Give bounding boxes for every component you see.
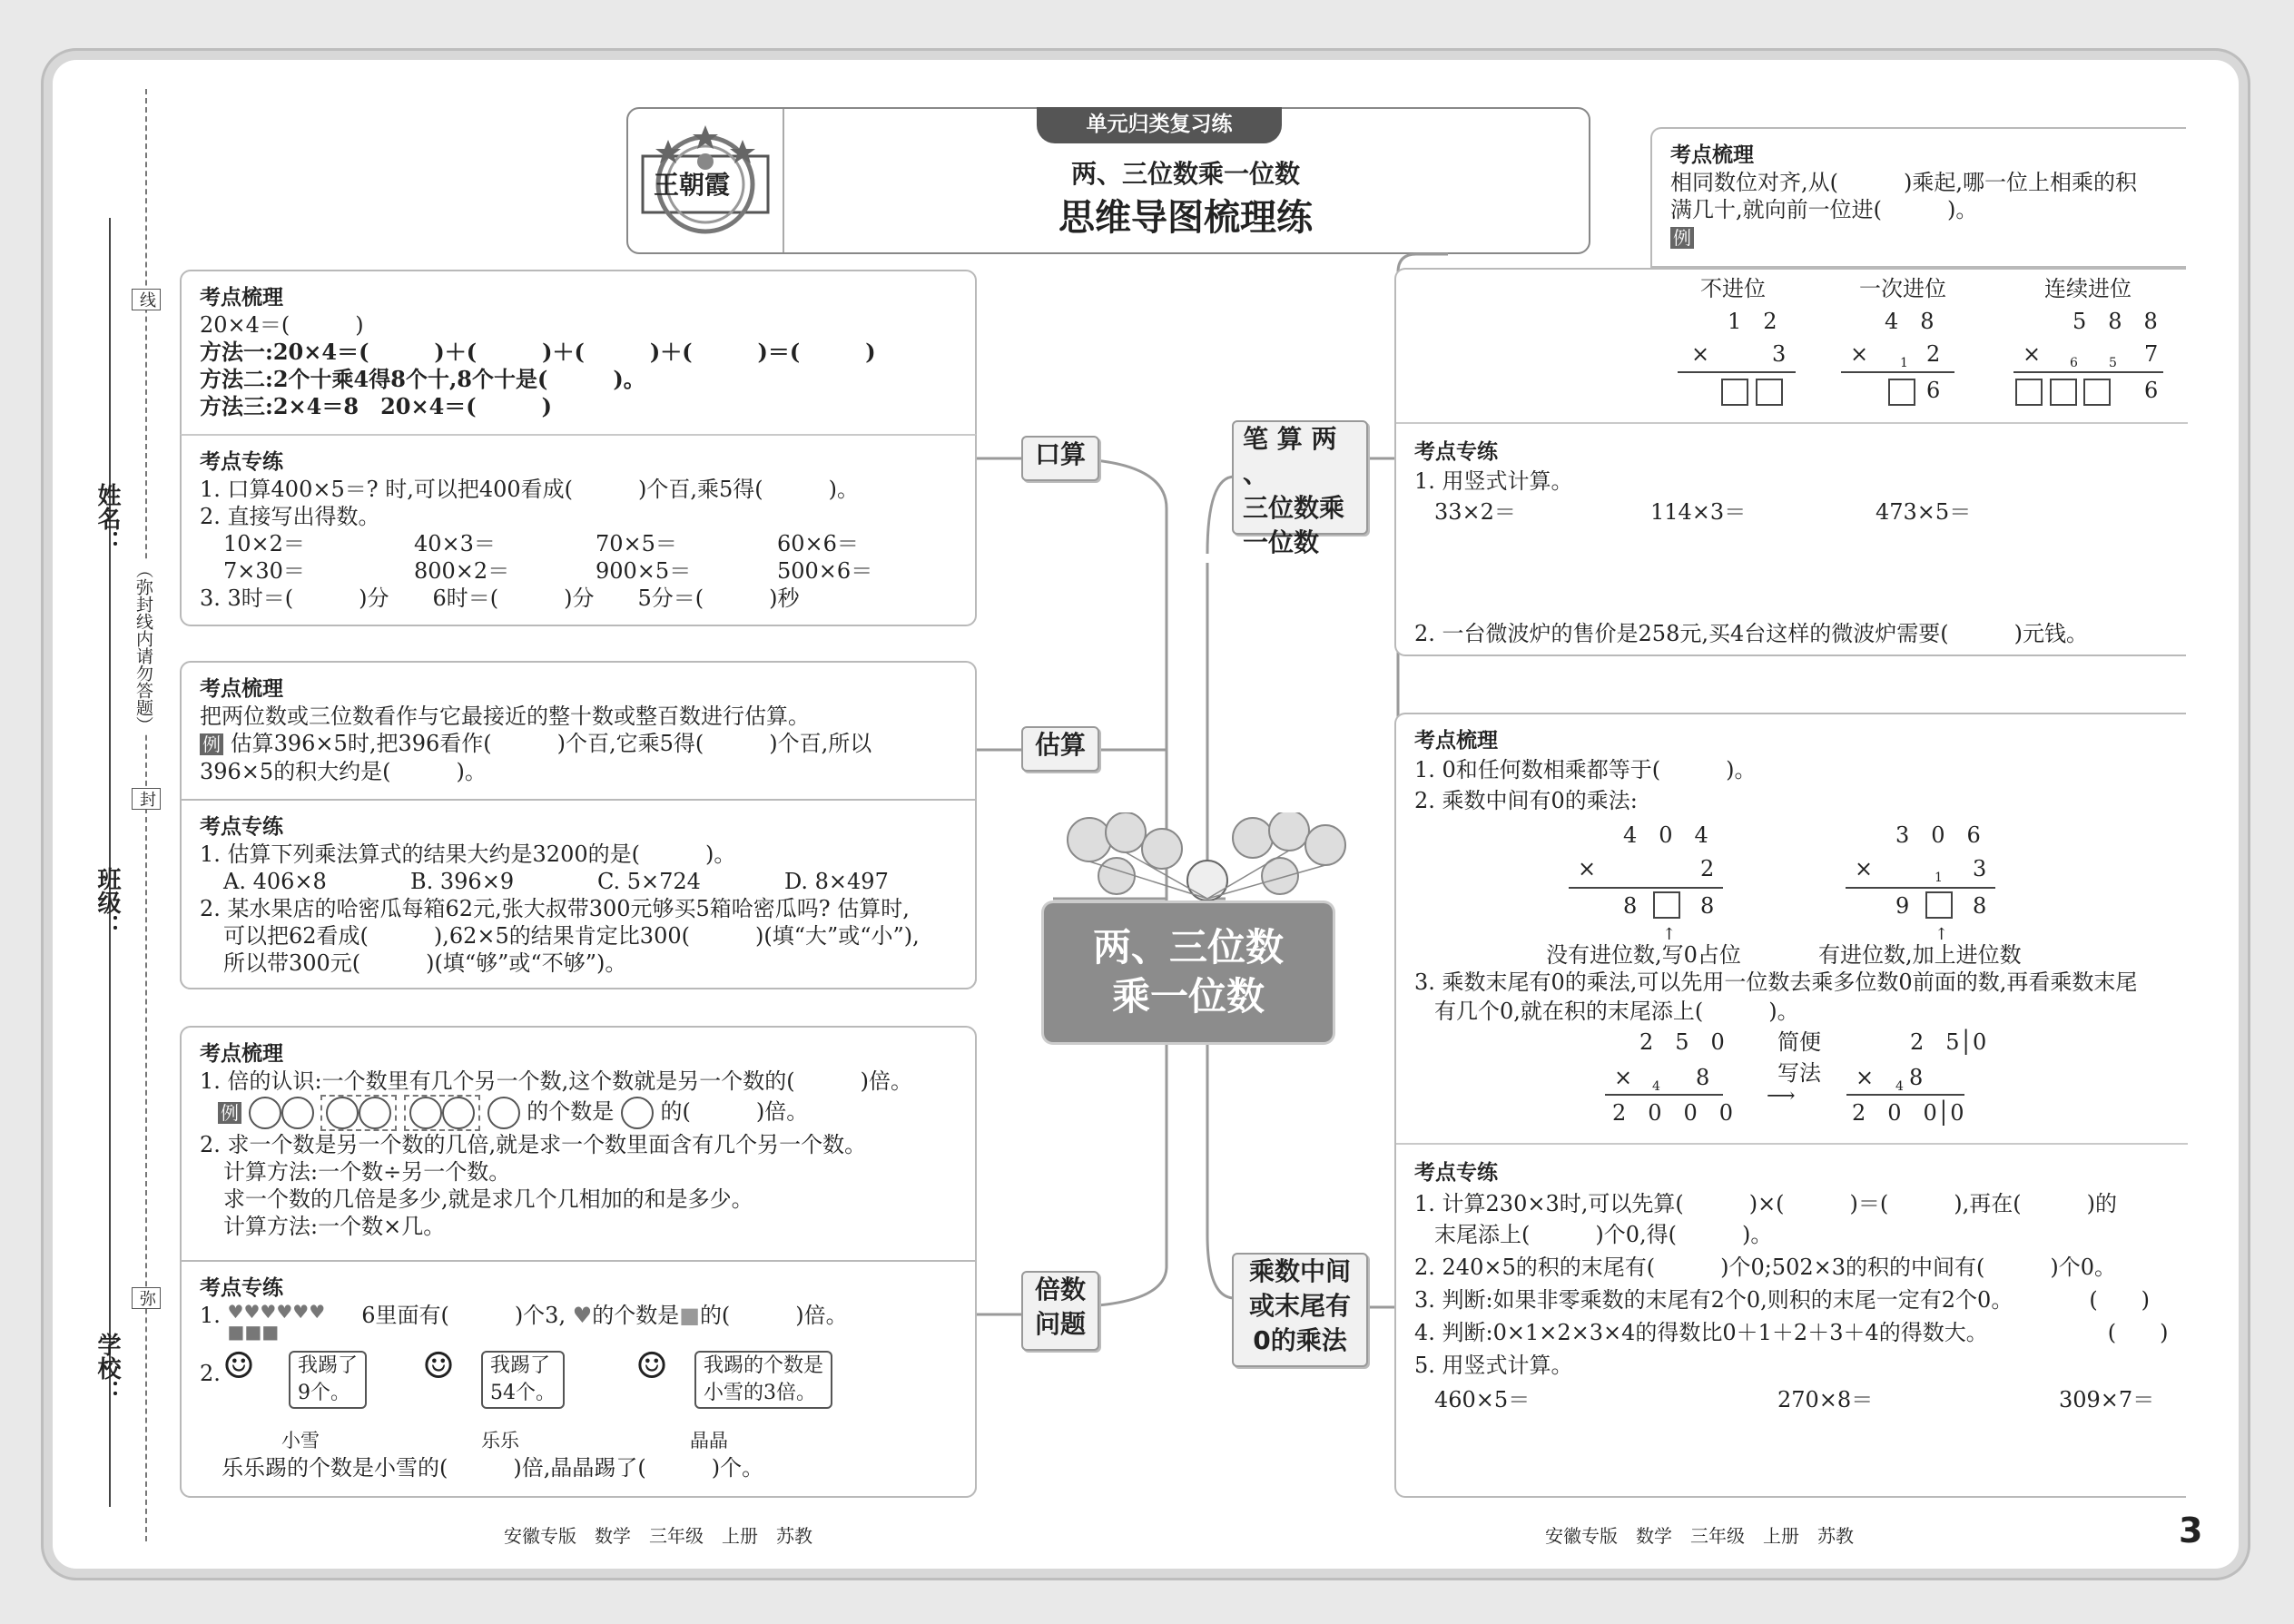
written-rule2: 满几十,就向前一位进( )。 [1670, 197, 1978, 222]
written-calc-c: 473×5＝ [1876, 499, 1972, 525]
pear-icon [326, 1097, 359, 1129]
times-sign: × [1856, 1065, 1875, 1090]
oral-item: 7×30＝ [223, 558, 305, 584]
speech-line: 小雪的3倍。 [704, 1382, 816, 1404]
multiple-def: 1. 倍的认识:一个数里有几个另一个数,这个数就是另一个数的( )倍。 [200, 1068, 912, 1094]
v4-rule [1846, 1094, 1964, 1096]
zero-practice-title: 考点专练 [1414, 1161, 1498, 1185]
oral-item: 60×6＝ [777, 531, 859, 556]
oral-method2: 方法二:2个十乘4得8个十,8个十是( )。 [200, 366, 645, 392]
answer-box [1653, 891, 1680, 919]
estimate-example: 估算396×5时,把396看作( )个百,它乘5得( )个百,所以 [223, 731, 872, 756]
option-b: B. 396×9 [410, 869, 515, 894]
option-c: C. 5×724 [597, 869, 701, 894]
zero-q2: 2. 240×5的积的末尾有( )个0;502×3的积的中间有( )个0。 [1414, 1255, 2116, 1280]
node-line: 0的乘法 [1253, 1325, 1347, 1355]
v3-result: 2 0 0 0 [1612, 1100, 1734, 1126]
speech-lele [481, 1351, 565, 1409]
times-sign: × [1855, 856, 1874, 881]
calc3-answer [2015, 377, 2111, 406]
girl-jingjing-icon: ☺ [635, 1345, 668, 1387]
oral-q3: 3. 3时＝( )分 6时＝( )分 5分＝( )秒 [200, 586, 800, 611]
name-label: 姓名： [94, 483, 121, 554]
balloons-icon [1062, 812, 1353, 908]
zero-rule3: 3. 乘数末尾有0的乘法,可以先用一位数去乘多位数0前面的数,再看乘数末尾 [1414, 969, 2138, 995]
school-label: 学校： [94, 1333, 121, 1403]
oral-q1: 1. 口算400×5＝? 时,可以把400看成( )个百,乘5得( )。 [200, 477, 859, 502]
v1-top: 4 0 4 [1623, 822, 1708, 848]
example-tag: 例 [218, 1102, 241, 1124]
calc3-carry2: 5 [2109, 356, 2117, 370]
oral-summary-line1: 20×4＝( ) [200, 312, 364, 338]
calc1-top: 1 2 [1728, 309, 1777, 334]
zero-calc-c: 309×7＝ [2059, 1387, 2155, 1412]
node-estimate: 估算 [1021, 726, 1099, 772]
example-tag: 例 [200, 733, 223, 755]
speech-line: 9个。 [298, 1382, 350, 1404]
multiple-example-text: 的个数是 [527, 1098, 615, 1125]
calc2-rule [1841, 371, 1954, 373]
written-q1: 1. 用竖式计算。 [1414, 468, 1573, 494]
q1-text2: 的个数是 [592, 1303, 680, 1328]
header-title: 思维导图梳理练 [1058, 197, 1313, 239]
calc3-carry1: 6 [2070, 356, 2078, 370]
written-summary-title: 考点梳理 [1670, 143, 1754, 167]
oral-method1: 方法一:20×4＝( )＋( )＋( )＋( )＝( ) [200, 339, 876, 365]
simplify-label1: 简便 [1777, 1029, 1821, 1055]
class-label: 班级： [94, 867, 121, 938]
zero-q3: 3. 判断:如果非零乘数的末尾有2个0,则积的末尾一定有2个0。 ( ) [1414, 1287, 2151, 1313]
estimate-q2: 2. 某水果店的哈密瓜每箱62元,张大叔带300元够买5箱哈密瓜吗? 估算时, [200, 896, 910, 921]
v1-r2: 8 [1700, 893, 1715, 919]
square-icon: ■ [679, 1303, 700, 1328]
multiple-summary-title: 考点梳理 [200, 1042, 283, 1066]
zero-summary-title: 考点梳理 [1414, 729, 1498, 753]
multiple-example [200, 1095, 957, 1131]
node-line: 笔 算 两 、 [1243, 424, 1337, 488]
multiple-rule3: 求一个数的几倍是多少,就是求几个几相加的和是多少。 [223, 1186, 753, 1212]
pear-icon [442, 1097, 475, 1129]
v4-mult: 8 [1909, 1065, 1924, 1090]
name-xiaoxue: 小雪 [281, 1430, 320, 1452]
multiple-practice-panel [180, 1260, 977, 1498]
v3-top: 2 5 0 [1639, 1029, 1725, 1055]
header-banner: 单元归类复习练 [1037, 107, 1282, 143]
zero-q4: 4. 判断:0×1×2×3×4的得数比0＋1＋2＋3＋4的得数大。 ( ) [1414, 1320, 2169, 1345]
example-tag: 例 [1670, 227, 1694, 249]
center-line2: 乘一位数 [1111, 974, 1265, 1019]
speech-line: 我踢了 [298, 1354, 359, 1377]
right-arrow-icon: ⟶ [1767, 1085, 1796, 1107]
footer-left: 安徽专版 数学 三年级 上册 苏教 [504, 1525, 812, 1547]
q1-text3: 的( )倍。 [699, 1303, 848, 1328]
node-multiple [1021, 1271, 1099, 1351]
calc3-mult: 7 [2144, 341, 2159, 367]
option-a: A. 406×8 [223, 869, 327, 894]
v2-r2: 8 [1973, 893, 1987, 919]
speech-line: 54个。 [490, 1382, 556, 1404]
balloon-kid-illustration [1062, 812, 1353, 908]
oral-method3: 方法三:2×4＝8 20×4＝( ) [200, 393, 552, 419]
heart-icon: ♥ [572, 1303, 593, 1328]
oral-practice-panel [180, 434, 977, 626]
head-one-carry: 一次进位 [1859, 276, 1946, 301]
node-oral: 口算 [1021, 436, 1099, 481]
estimate-q2-c: 所以带300元( )(填“够”或“不够”)。 [223, 950, 627, 976]
section-divider [1396, 422, 2188, 424]
q1-text: 6里面有( )个3, [361, 1303, 566, 1328]
written-calc-a: 33×2＝ [1434, 499, 1516, 525]
v4-top: 2 5│0 [1910, 1029, 1987, 1055]
estimate-q1: 1. 估算下列乘法算式的结果大约是3200的是( )。 [200, 842, 736, 867]
pear-icon [359, 1097, 391, 1129]
v2-rule [1846, 887, 1995, 889]
node-zero [1232, 1253, 1368, 1367]
multiple-practice-title: 考点专练 [200, 1276, 283, 1300]
page-number: 3 [2179, 1511, 2203, 1550]
zero-rule2: 2. 乘数中间有0的乘法: [1414, 788, 1638, 813]
zero-rule1: 1. 0和任何数相乘都等于( )。 [1414, 757, 1757, 782]
xian-mark: 线 [132, 289, 161, 310]
up-arrow-icon: ↑ [1662, 925, 1677, 944]
node-line: 问题 [1034, 1309, 1086, 1339]
multiple-example-end: 的( )倍。 [660, 1098, 809, 1125]
oral-practice-title: 考点专练 [200, 450, 283, 474]
apple-icon [621, 1097, 654, 1129]
node-line: 倍数 [1034, 1275, 1086, 1304]
times-sign: × [1850, 341, 1869, 367]
pear-icon [487, 1097, 520, 1129]
written-calc-b: 114×3＝ [1650, 499, 1747, 525]
calc2-carry: 1 [1900, 356, 1908, 370]
estimate-practice-title: 考点专练 [200, 815, 283, 839]
speech-line: 我踢的个数是 [704, 1354, 824, 1377]
v1-mult: 2 [1700, 856, 1715, 881]
center-topic [1044, 903, 1333, 1042]
written-q2: 2. 一台微波炉的售价是258元,买4台这样的微波炉需要( )元钱。 [1414, 621, 2088, 646]
zero-q1: 1. 计算230×3时,可以先算( )×( )＝( ),再在( )的 [1414, 1191, 2117, 1216]
option-d: D. 8×497 [784, 869, 889, 894]
multiple-rule2: 2. 求一个数是另一个数的几倍,就是求一个数里面含有几个另一个数。 [200, 1132, 867, 1157]
oral-item: 900×5＝ [596, 558, 692, 584]
written-summary-panel [1650, 127, 2186, 268]
calc2-answer [1888, 377, 1915, 406]
calc1-rule [1678, 371, 1796, 373]
up-arrow-icon: ↑ [1935, 925, 1949, 944]
calc1-mult: 3 [1772, 341, 1787, 367]
estimate-summary-title: 考点梳理 [200, 677, 283, 701]
answer-box [1756, 379, 1783, 406]
zero-calc-a: 460×5＝ [1434, 1387, 1531, 1412]
boy-lele-icon: ☺ [422, 1345, 455, 1387]
answer-box [2015, 379, 2043, 406]
feng-mark: 封 [132, 788, 161, 810]
estimate-q2-b: 可以把62看成( ),62×5的结果肯定比300( )(填“大”或“小”), [223, 923, 920, 949]
answer-box [1721, 379, 1748, 406]
calc3-result: 6 [2144, 378, 2159, 403]
hearts-squares-icon: ♥♥♥♥♥♥ ■■■ [227, 1301, 326, 1343]
node-written [1232, 420, 1368, 557]
written-example-panel [1394, 268, 2186, 656]
estimate-example-cont: 396×5的积大约是( )。 [200, 759, 487, 784]
times-sign: × [1614, 1065, 1633, 1090]
v2-r1: 9 [1895, 893, 1910, 919]
speech-line: 我踢了 [490, 1354, 551, 1377]
v1-r1: 8 [1623, 893, 1638, 919]
v3-mult: 8 [1696, 1065, 1710, 1090]
multiple-calc2: 计算方法:一个数×几。 [223, 1214, 446, 1239]
multiple-q2-question: 乐乐踢的个数是小雪的( )倍,晶晶踢了( )个。 [222, 1455, 764, 1481]
times-sign: × [1691, 341, 1710, 367]
q1-number: 1. [200, 1303, 221, 1328]
calc3-rule [2013, 371, 2163, 373]
zero-q1b: 末尾添上( )个0,得( )。 [1434, 1222, 1773, 1247]
times-sign: × [1578, 856, 1597, 881]
note-carry: 有进位数,加上进位数 [1818, 942, 2022, 968]
oral-item: 70×5＝ [596, 531, 677, 556]
written-rule1: 相同数位对齐,从( )乘起,哪一位上相乘的积 [1670, 170, 2137, 195]
written-practice-title: 考点专练 [1414, 440, 1498, 464]
oral-summary-title: 考点梳理 [200, 286, 283, 310]
pear-icon [409, 1097, 442, 1129]
speech-jingjing [694, 1351, 832, 1409]
header-subtitle: 两、三位数乘一位数 [1070, 159, 1300, 189]
oral-row2 [200, 557, 957, 585]
oral-q2: 2. 直接写出得数。 [200, 504, 380, 529]
calc3-top: 5 8 8 [2072, 309, 2158, 334]
apple-icon [249, 1097, 281, 1129]
girl-xiaoxue-icon: ☺ [222, 1345, 255, 1387]
answer-box [1925, 891, 1953, 919]
section-divider [1396, 1143, 2188, 1145]
calc1-answer [1721, 377, 1783, 406]
v2-top: 3 0 6 [1895, 822, 1981, 848]
footer-right: 安徽专版 数学 三年级 上册 苏教 [1545, 1525, 1854, 1547]
oral-item: 800×2＝ [414, 558, 510, 584]
name-lele: 乐乐 [481, 1430, 519, 1452]
zero-q5: 5. 用竖式计算。 [1414, 1353, 1573, 1378]
oral-item: 40×3＝ [414, 531, 496, 556]
node-line: 乘数中间 [1248, 1256, 1351, 1286]
v4-result: 2 0 0│0 [1852, 1100, 1964, 1126]
seal-note: （弥封线内请勿答题） [133, 561, 153, 733]
node-line: 一位数 [1243, 527, 1320, 557]
mi-mark: 弥 [132, 1287, 161, 1309]
node-line: 三位数乘 [1243, 493, 1345, 523]
pear-group [404, 1095, 480, 1131]
simplify-label2: 写法 [1777, 1060, 1821, 1086]
v2-carry: 1 [1935, 871, 1943, 885]
zero-rule3b: 有几个0,就在积的末尾添上( )。 [1434, 999, 1799, 1024]
q2-number: 2. [200, 1361, 221, 1386]
answer-box [1888, 379, 1915, 406]
apple-icon [281, 1097, 314, 1129]
name-jingjing: 晶晶 [690, 1430, 728, 1452]
speech-xiaoxue [289, 1351, 367, 1409]
v3-carry: 4 [1652, 1079, 1660, 1094]
oral-item: 500×6＝ [777, 558, 873, 584]
calc2-top: 4 8 [1885, 309, 1935, 334]
multiple-calc1: 计算方法:一个数÷另一个数。 [223, 1159, 511, 1185]
calc2-result: 6 [1926, 378, 1941, 403]
zero-calc-b: 270×8＝ [1777, 1387, 1874, 1412]
estimate-rule: 把两位数或三位数看作与它最接近的整十数或整百数进行估算。 [200, 704, 810, 729]
center-line1: 两、三位数 [1092, 925, 1284, 969]
node-line: 或末尾有 [1248, 1291, 1351, 1321]
answer-box [2083, 379, 2111, 406]
times-sign: × [2023, 341, 2042, 367]
v2-mult: 3 [1973, 856, 1987, 881]
multiple-q1 [200, 1302, 957, 1349]
estimate-practice-panel [180, 799, 977, 989]
v4-carry: 4 [1895, 1079, 1904, 1094]
pear-group [320, 1095, 397, 1131]
v3-rule [1605, 1094, 1723, 1096]
answer-box [2050, 379, 2077, 406]
logo-text: 王朝霞 [654, 170, 731, 200]
calc2-mult: 2 [1926, 341, 1941, 367]
oral-row1 [200, 530, 957, 557]
estimate-options [200, 868, 957, 895]
v1-rule [1569, 887, 1723, 889]
head-multi-carry: 连续进位 [2044, 276, 2132, 301]
head-no-carry: 不进位 [1700, 276, 1766, 301]
note-no-carry: 没有进位数,写0占位 [1546, 942, 1741, 968]
zero-panel [1394, 713, 2186, 1498]
oral-item: 10×2＝ [223, 531, 305, 556]
